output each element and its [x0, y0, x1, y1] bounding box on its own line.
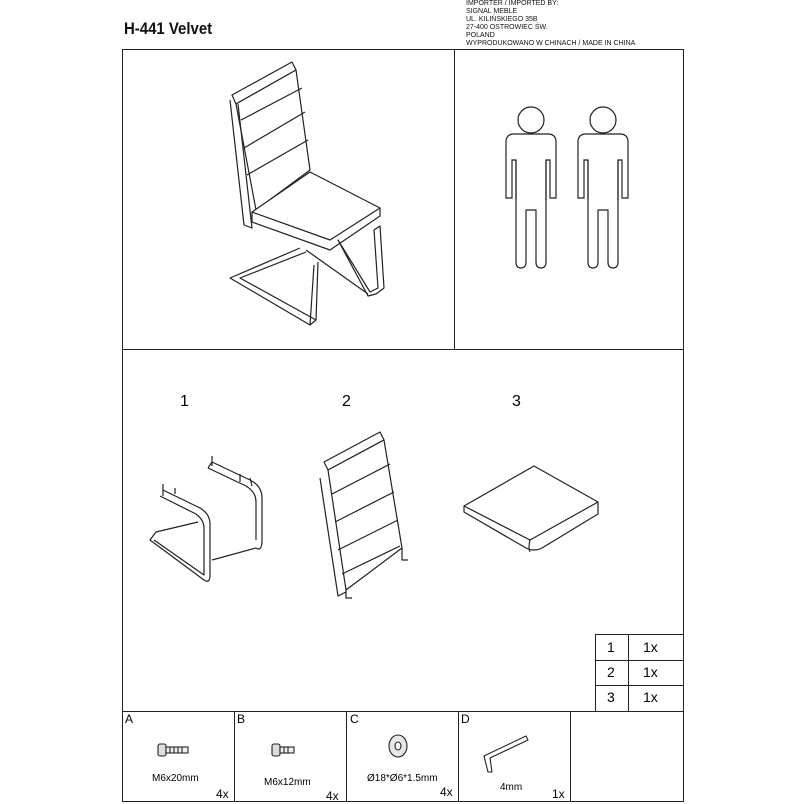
two-persons-icon [506, 107, 628, 268]
part-1-frame-drawing [150, 456, 262, 581]
parts-table-qty: 1x [643, 664, 658, 680]
importer-line: WYPRODUKOWANO W CHINACH / MADE IN CHINA [466, 40, 636, 47]
long-bolt-icon [158, 744, 188, 756]
hardware-spec: Ø18*Ø6*1.5mm [367, 773, 438, 784]
hardware-letter: B [237, 712, 246, 726]
hardware-spec: M6x20mm [152, 773, 199, 784]
hardware-spec: 4mm [500, 782, 523, 793]
hardware-letter: A [125, 712, 134, 726]
hardware-strip [123, 712, 684, 802]
sheet-frame [123, 50, 684, 712]
washer-icon [389, 735, 407, 757]
parts-table-part: 3 [607, 689, 615, 705]
hardware-qty: 4x [326, 789, 339, 803]
importer-line: POLAND [466, 32, 495, 39]
parts-table-part: 1 [607, 639, 615, 655]
importer-line: SIGNAL MEBLE [466, 8, 518, 15]
part-2-backrest-drawing [320, 432, 408, 598]
part-3-seat-drawing [464, 466, 598, 552]
importer-line: 27-400 OSTROWIEC ŚW. [466, 24, 548, 31]
parts-table-qty: 1x [643, 689, 658, 705]
hardware-qty: 4x [216, 787, 229, 801]
importer-line: UL. KILIŃSKIEGO 35B [466, 16, 538, 23]
step-number: 3 [512, 393, 521, 410]
parts-table-qty: 1x [643, 639, 658, 655]
hardware-qty: 4x [440, 785, 453, 799]
short-bolt-icon [272, 744, 294, 756]
step-number: 2 [342, 393, 351, 410]
importer-line: IMPORTER / IMPORTED BY: [466, 0, 559, 7]
allen-key-icon [484, 736, 528, 772]
hardware-qty: 1x [552, 787, 565, 801]
hardware-letter: C [350, 712, 359, 726]
hardware-letter: D [461, 712, 470, 726]
step-number: 1 [180, 393, 189, 410]
hardware-spec: M6x12mm [264, 777, 311, 788]
parts-table-part: 2 [607, 664, 615, 680]
assembled-chair-drawing [230, 62, 384, 325]
product-title: H-441 Velvet [124, 19, 213, 38]
